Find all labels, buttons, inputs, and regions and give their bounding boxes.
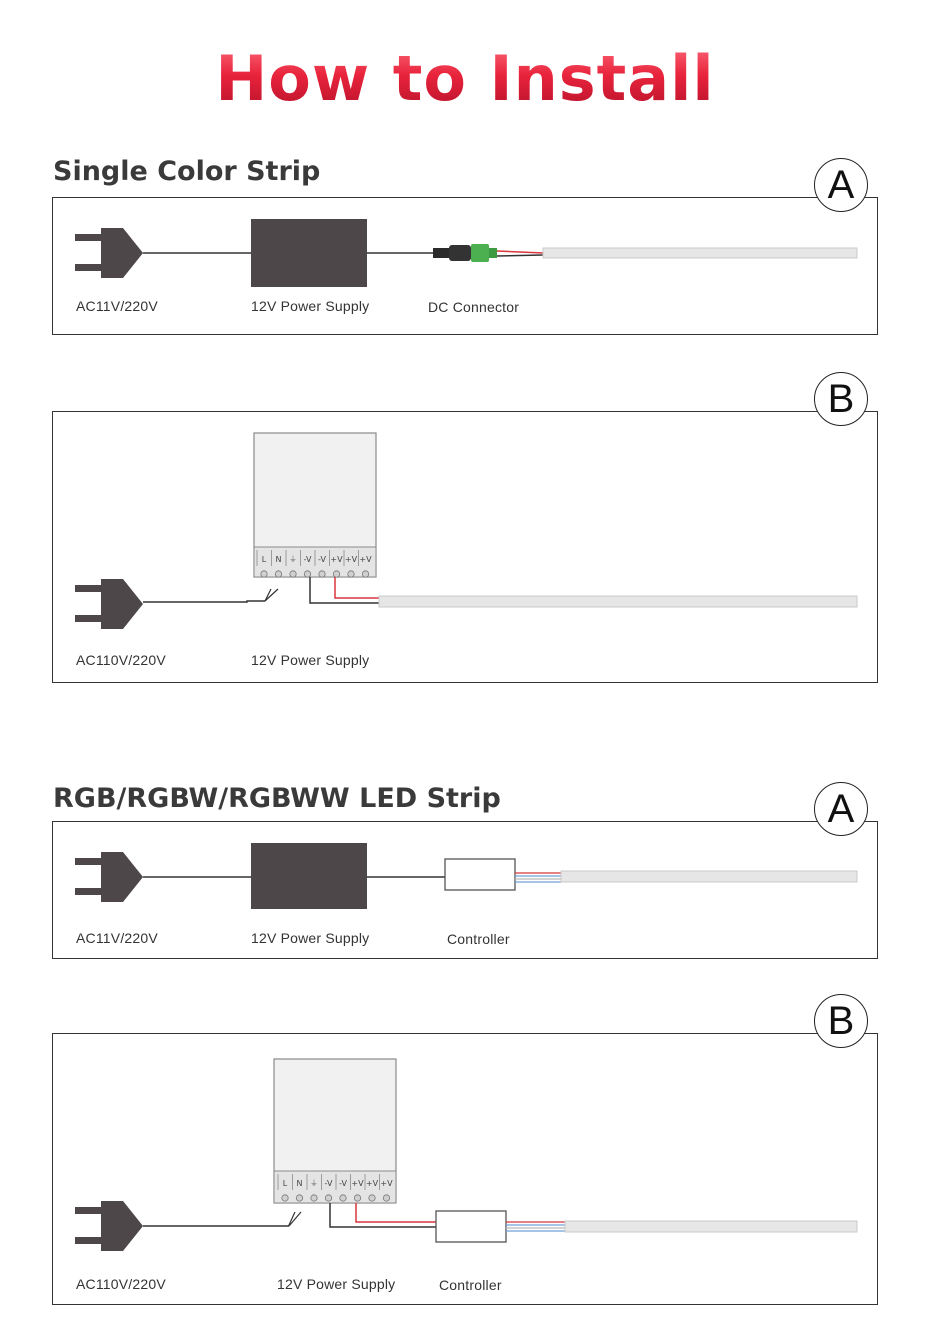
terminal-screw [275,571,281,577]
page-title: How to Install [0,42,930,115]
badge-b: B [814,994,868,1048]
connector-label: DC Connector [428,299,520,315]
terminal-label: ⏚ [289,555,297,564]
controller-label: Controller [439,1277,502,1293]
terminal-label: +V [351,1179,364,1188]
terminal-label: +V [330,555,343,564]
wiring-diagram [53,412,877,682]
plug-icon [75,1201,143,1251]
terminal-label: +V [380,1179,393,1188]
badge-a: A [814,158,868,212]
terminal-label: -V [318,555,326,564]
psu-label: 12V Power Supply [251,652,370,668]
power-supply-icon [251,219,367,287]
wiring-diagram [53,1034,877,1304]
terminal-screw [383,1195,389,1201]
terminal-label: L [282,1179,288,1188]
badge-a: A [814,782,868,836]
terminal-screw [362,571,368,577]
plug-icon [75,579,143,629]
ac-label: AC110V/220V [76,1276,166,1292]
terminal-label: -V [339,1179,347,1188]
dc-connector-icon [433,244,497,262]
controller-icon [445,859,515,890]
terminal-screw [261,571,267,577]
diagram-panel-single-a [52,197,878,335]
ac-label: AC11V/220V [76,930,158,946]
terminal-screw [290,571,296,577]
power-supply-terminal-icon [254,433,376,577]
terminal-screw [319,571,325,577]
terminal-screw [340,1195,346,1201]
terminal-label: -V [303,555,312,564]
terminal-screw [354,1195,360,1201]
terminal-label: ⏚ [310,1179,318,1188]
power-supply-icon [251,843,367,909]
terminal-screw [311,1195,317,1201]
plug-icon [75,228,143,278]
psu-label: 12V Power Supply [251,298,370,314]
diagram-panel-rgb-a [52,821,878,959]
diagram-panel-rgb-b [52,1033,878,1305]
terminal-label: N [275,555,282,564]
terminal-screw [282,1195,288,1201]
led-strip [565,1221,857,1232]
badge-b: B [814,372,868,426]
terminal-screw [348,571,354,577]
terminal-label: -V [324,1179,333,1188]
power-supply-terminal-icon [274,1059,396,1203]
terminal-label: N [296,1179,303,1188]
diagram-panel-single-b [52,411,878,683]
section-title-rgb: RGB/RGBW/RGBWW LED Strip [53,783,501,814]
led-strip [379,596,857,607]
terminal-screw [304,571,310,577]
led-strip [561,871,857,882]
psu-label: 12V Power Supply [277,1276,396,1292]
psu-label: 12V Power Supply [251,930,370,946]
section-title-single-color: Single Color Strip [53,156,321,187]
terminal-screw [369,1195,375,1201]
terminal-label: L [261,555,267,564]
ac-label: AC11V/220V [76,298,158,314]
terminal-label: +V [365,1179,379,1188]
ac-label: AC110V/220V [76,652,166,668]
terminal-screw [325,1195,331,1201]
terminal-label: +V [359,555,372,564]
plug-icon [75,852,143,902]
terminal-screw [333,571,339,577]
controller-label: Controller [447,931,510,947]
controller-icon [436,1211,506,1242]
terminal-label: +V [344,555,358,564]
terminal-screw [296,1195,302,1201]
led-strip [543,248,857,258]
